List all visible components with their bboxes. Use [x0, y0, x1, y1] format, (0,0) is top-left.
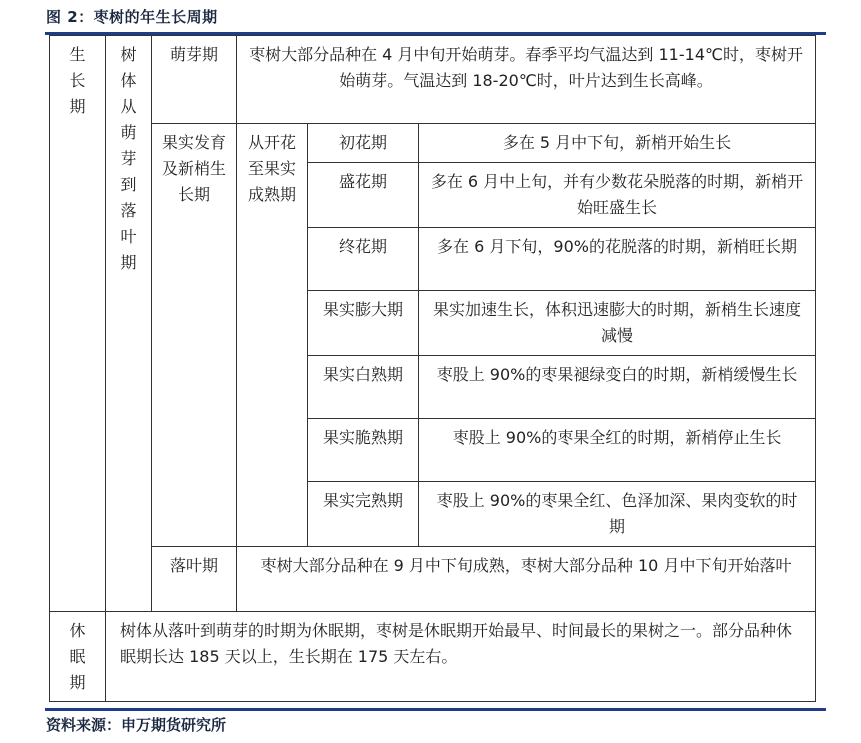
- stage-label: 初花期: [308, 124, 419, 163]
- dormancy-desc: 树体从落叶到萌芽的时期为休眠期，枣树是休眠期开始最早、时间最长的果树之一。部分品种休眠期长达 185 天以上，生长期在 175 天左右。: [106, 612, 816, 702]
- flower-to-maturity-cell: 从开花至果实成熟期: [237, 124, 308, 547]
- stage-label: 果实膨大期: [308, 291, 419, 356]
- stage-desc: 多在 5 月中下旬，新梢开始生长: [419, 124, 816, 163]
- fruit-development-cell: 果实发育及新梢生长期: [152, 124, 237, 547]
- table-row: [50, 612, 816, 702]
- growth-period-cell: 生长期: [50, 36, 106, 612]
- table-row: [50, 124, 816, 163]
- stage-desc: 枣股上 90%的枣果全红的时期，新梢停止生长: [419, 419, 816, 482]
- sprouting-desc: 枣树大部分品种在 4 月中旬开始萌芽。春季平均气温达到 11-14℃时，枣树开始萌芽。气温达到 18-20℃时，叶片达到生长高峰。: [237, 36, 816, 124]
- bottom-rule: [45, 708, 826, 711]
- stage-desc: 多在 6 月中上旬，并有少数花朵脱落的时期，新梢开始旺盛生长: [419, 163, 816, 228]
- source-note: 资料来源：申万期货研究所: [46, 716, 227, 734]
- figure-title: 图 2：枣树的年生长周期: [46, 8, 218, 26]
- sprout-to-leaf-cell: 树体从萌芽到落叶期: [106, 36, 152, 612]
- stage-label: 果实白熟期: [308, 356, 419, 419]
- growth-cycle-table: [49, 35, 816, 702]
- dormancy-label: 休眠期: [50, 612, 106, 702]
- stage-desc: 枣股上 90%的枣果褪绿变白的时期，新梢缓慢生长: [419, 356, 816, 419]
- leaf-fall-label: 落叶期: [152, 547, 237, 612]
- stage-label: 终花期: [308, 228, 419, 291]
- table-row: [50, 547, 816, 612]
- stage-desc: 多在 6 月下旬，90%的花脱落的时期，新梢旺长期: [419, 228, 816, 291]
- table-row: [50, 36, 816, 124]
- sprouting-label: 萌芽期: [152, 36, 237, 124]
- stage-desc: 枣股上 90%的枣果全红、色泽加深、果肉变软的时期: [419, 482, 816, 547]
- stage-desc: 果实加速生长，体积迅速膨大的时期，新梢生长速度减慢: [419, 291, 816, 356]
- stage-label: 盛花期: [308, 163, 419, 228]
- leaf-fall-desc: 枣树大部分品种在 9 月中下旬成熟，枣树大部分品种 10 月中下旬开始落叶: [237, 547, 816, 612]
- stage-label: 果实脆熟期: [308, 419, 419, 482]
- stage-label: 果实完熟期: [308, 482, 419, 547]
